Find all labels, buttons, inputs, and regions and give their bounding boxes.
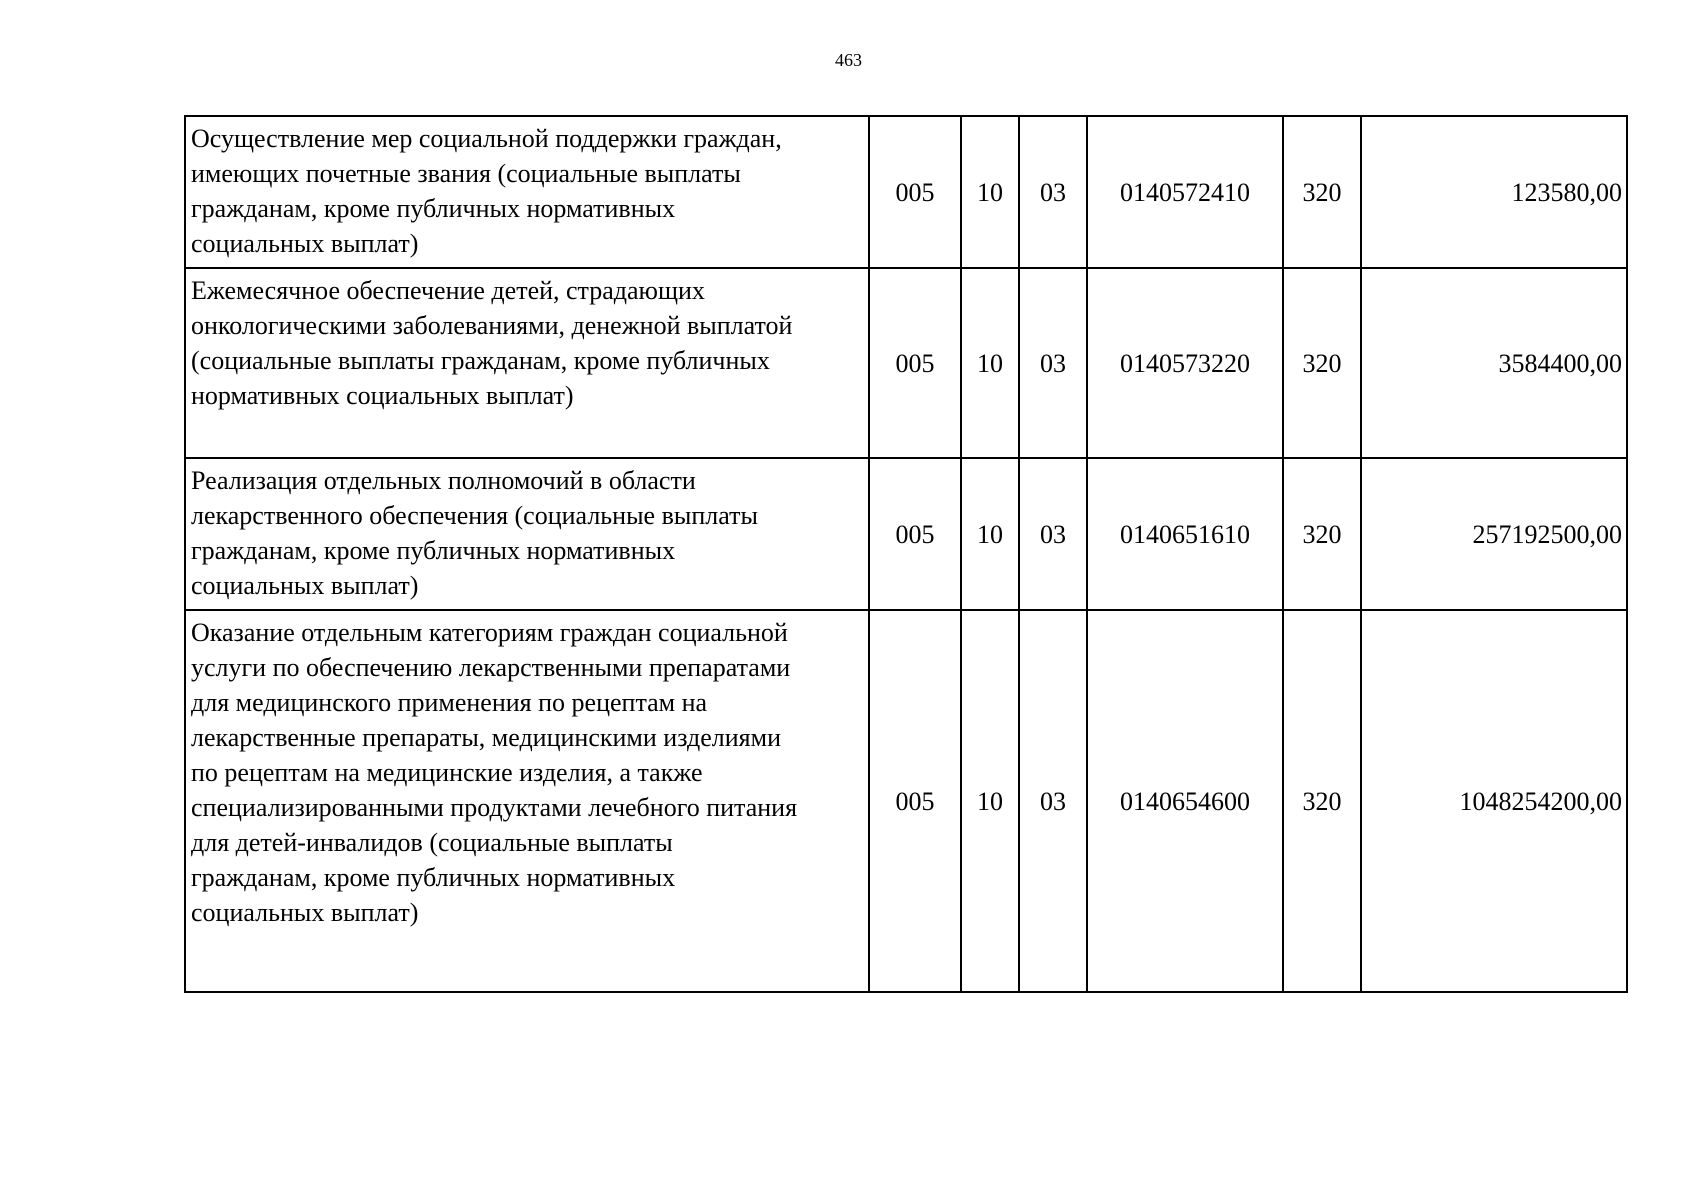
ved-code: 005	[869, 610, 961, 992]
section-code: 10	[961, 268, 1019, 458]
subsection-code: 03	[1019, 610, 1087, 992]
expense-type-code: 320	[1283, 268, 1361, 458]
table-row	[185, 268, 1627, 458]
budget-table	[184, 115, 1628, 993]
expense-type-code: 320	[1283, 458, 1361, 610]
table-row	[185, 116, 1627, 268]
row-description: Реализация отдельных полномочий в области лекарственного обеспечения (социальные выплаты гражданам, кроме публичных нормативных социальных выплат)	[185, 458, 869, 610]
subsection-code: 03	[1019, 268, 1087, 458]
ved-code: 005	[869, 116, 961, 268]
row-description: Осуществление мер социальной поддержки граждан, имеющих почетные звания (социальные выплаты гражданам, кроме публичных нормативных социальных выплат)	[185, 116, 869, 268]
section-code: 10	[961, 610, 1019, 992]
expense-type-code: 320	[1283, 116, 1361, 268]
target-article-code: 0140573220	[1087, 268, 1283, 458]
section-code: 10	[961, 458, 1019, 610]
target-article-code: 0140654600	[1087, 610, 1283, 992]
section-code: 10	[961, 116, 1019, 268]
target-article-code: 0140651610	[1087, 458, 1283, 610]
expense-type-code: 320	[1283, 610, 1361, 992]
target-article-code: 0140572410	[1087, 116, 1283, 268]
amount: 1048254200,00	[1361, 610, 1627, 992]
table-row	[185, 610, 1627, 992]
ved-code: 005	[869, 458, 961, 610]
page-number: 463	[835, 50, 862, 70]
amount: 123580,00	[1361, 116, 1627, 268]
subsection-code: 03	[1019, 116, 1087, 268]
ved-code: 005	[869, 268, 961, 458]
amount: 257192500,00	[1361, 458, 1627, 610]
amount: 3584400,00	[1361, 268, 1627, 458]
subsection-code: 03	[1019, 458, 1087, 610]
table-row	[185, 458, 1627, 610]
row-description: Ежемесячное обеспечение детей, страдающих онкологическими заболеваниями, денежной выплатой (социальные выплаты гражданам, кроме публичных нормативных социальных выплат)	[185, 268, 869, 458]
row-description: Оказание отдельным категориям граждан социальной услуги по обеспечению лекарственными препаратами для медицинского применения по рецептам на лекарственные препараты, медицинскими изделиями по рецептам на медицинские изделия, а также специализированными продуктами лечебного питания для детей-инвалидов (социальные выплаты гражданам, кроме публичных нормативных социальных выплат)	[185, 610, 869, 992]
